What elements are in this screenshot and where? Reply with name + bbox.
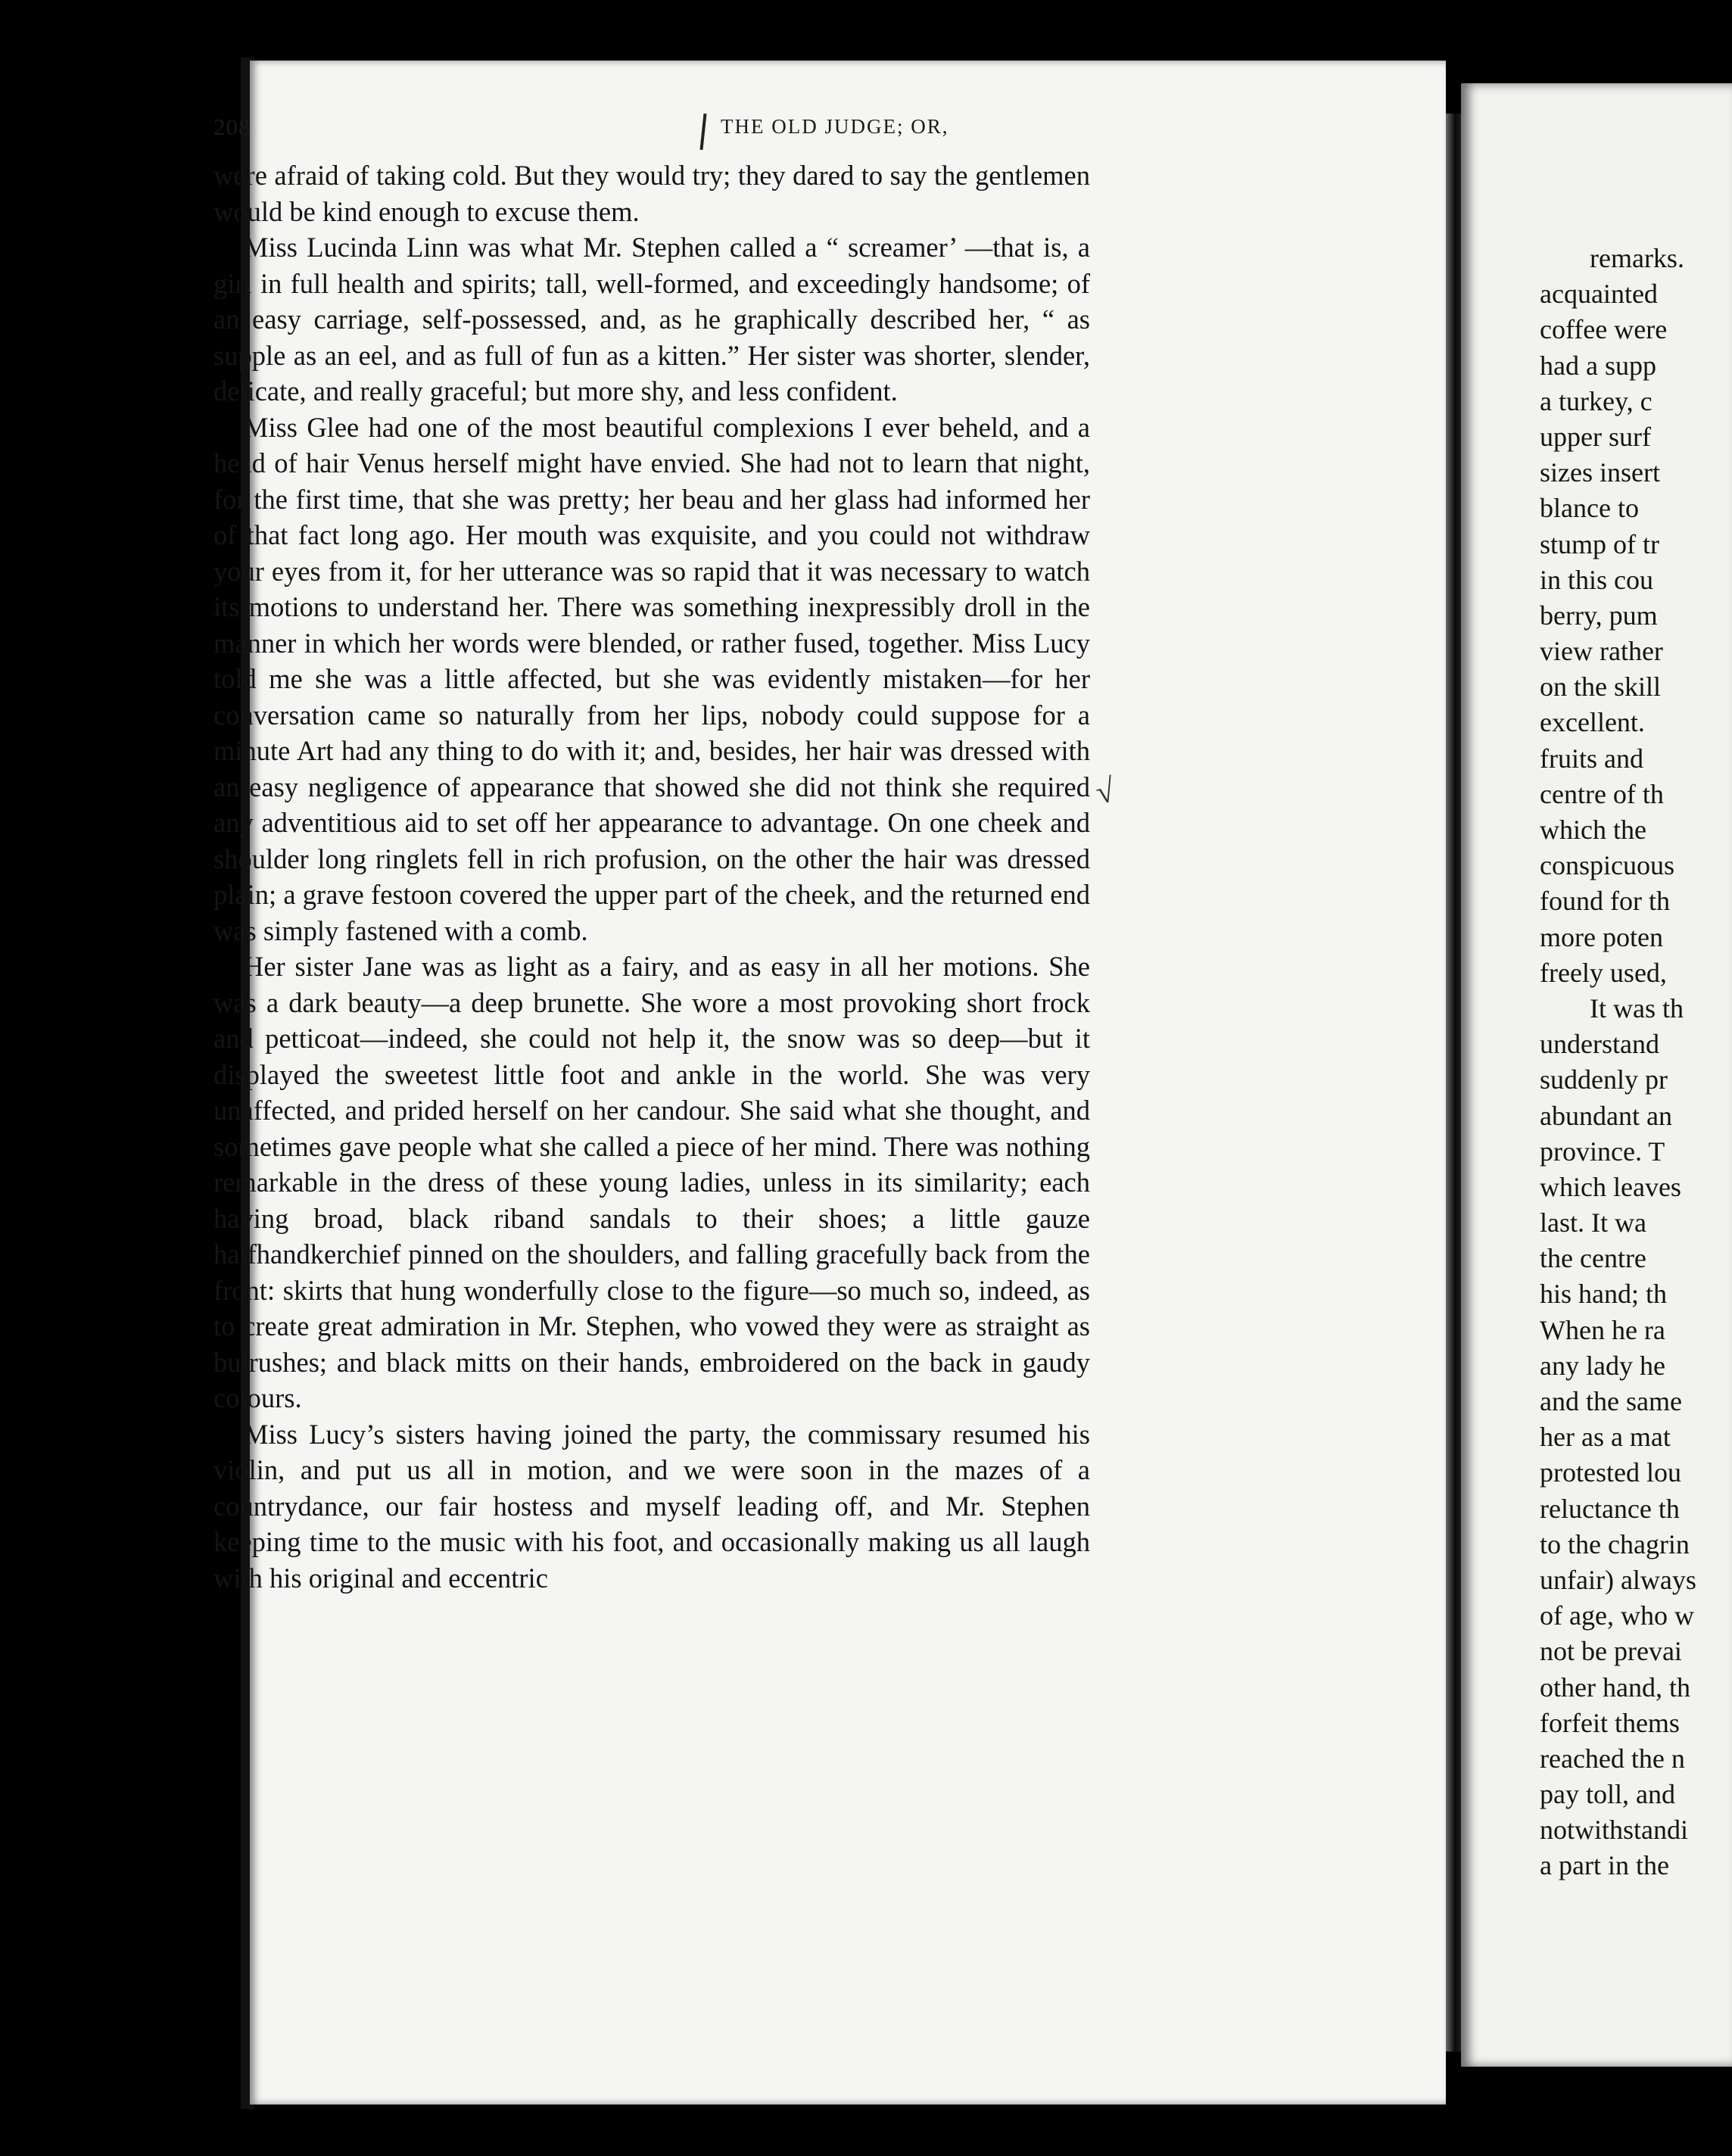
facing-page-line: protested lou <box>1540 1457 1681 1488</box>
facing-page-line: more poten <box>1540 921 1663 952</box>
facing-page-line: not be prevai <box>1540 1636 1682 1667</box>
facing-page-line: found for th <box>1540 886 1670 917</box>
facing-page-line: reached the n <box>1540 1743 1685 1774</box>
facing-page-line: had a supp <box>1540 350 1656 381</box>
running-title: THE OLD JUDGE; OR, <box>721 115 949 138</box>
facing-page-line: unfair) always <box>1540 1564 1696 1595</box>
paragraph-2: Miss Lucinda Linn was what Mr. Stephen called a “ screamer’ —that is, a girl in full health and spirits; tall, well-formed, and exceedingly handsome; of an easy carriage, self-possessed, and, as he graphically described her, “ as supple as an eel, and as full of fun as a kitten.” Her sister was shorter, slender, delicate, and really graceful; but more shy, and less confident. <box>213 232 1090 407</box>
facing-page-text <box>1540 241 1732 1884</box>
facing-page-line: excellent. <box>1540 707 1645 738</box>
facing-page-line: other hand, th <box>1540 1672 1690 1703</box>
paragraph-1: were afraid of taking cold. But they would try; they dared to say the gentlemen would be kind enough to excuse them. <box>213 160 1090 227</box>
facing-page-line: in this cou <box>1540 564 1653 595</box>
facing-page-line: her as a mat <box>1540 1422 1671 1453</box>
facing-page-line: understand <box>1540 1029 1659 1060</box>
paragraph-5: Miss Lucy’s sisters having joined the party, the commissary resumed his violin, and put us all in motion, and we were soon in the mazes of a countrydance, our fair hostess and myself leading off, and Mr. Stephen keeping time to the music with his foot, and occasionally making us all laugh with his original and eccentric <box>213 1418 1090 1594</box>
facing-page-line: forfeit thems <box>1540 1707 1680 1738</box>
left-page-body <box>213 157 1090 1596</box>
facing-page-line: and the same <box>1540 1386 1682 1416</box>
facing-page-line: the centre <box>1540 1243 1646 1274</box>
paragraph-4: Her sister Jane was as light as a fairy, and as easy in all her motions. She was a dark beauty—a deep brunette. She wore a most provoking short frock and petticoat—indeed, she could not help it, the snow was so deep—but it displayed the sweetest little foot and ankle in the world. She was very unaffected, and prided herself on her candour. She said what she thought, and sometimes gave people what she called a piece of her mind. There was nothing remarkable in the dress of these young ladies, unless in its similarity; each having broad, black riband sandals to their shoes; a little gauze halfhandkerchief pinned on the shoulders, and falling gracefully back from the front: skirts that hung wonderfully close to the figure—so much so, indeed, as to create great admiration in Mr. Stephen, who vowed they were as straight as bulrushes; and black mitts on their hands, embroidered on the back in gaudy colours. <box>213 951 1090 1413</box>
facing-page-line: a turkey, c <box>1540 385 1653 416</box>
facing-page-line: to the chagrin <box>1540 1528 1690 1559</box>
facing-page-line: notwithstandi <box>1540 1815 1688 1846</box>
page-number: 208 <box>213 114 251 140</box>
facing-page-line: abundant an <box>1540 1100 1672 1131</box>
facing-page-line: on the skill <box>1540 671 1661 703</box>
facing-page-line: acquainted <box>1540 279 1658 310</box>
facing-page-line: remarks. <box>1590 243 1684 273</box>
facing-page-line: blance to <box>1540 493 1639 524</box>
facing-page-line: his hand; th <box>1540 1279 1667 1310</box>
facing-page-line: upper surf <box>1540 421 1651 452</box>
book-gutter <box>1446 114 1461 2052</box>
facing-page-line: which the <box>1540 815 1646 845</box>
margin-check-mark: √ <box>1092 771 1118 812</box>
facing-page-line: which leaves <box>1540 1171 1681 1202</box>
facing-page-line: stump of tr <box>1540 528 1659 559</box>
facing-page-line: view rather <box>1540 636 1663 667</box>
facing-page-line: It was th <box>1590 992 1684 1023</box>
facing-page-line: freely used, <box>1540 957 1667 988</box>
facing-page-line: last. It wa <box>1540 1207 1646 1238</box>
facing-page-line: any lady he <box>1540 1350 1665 1381</box>
facing-page-line: pay toll, and <box>1540 1779 1675 1810</box>
facing-page-line: of age, who w <box>1540 1600 1694 1631</box>
facing-page-line: coffee were <box>1540 314 1668 345</box>
facing-page-line: province. T <box>1540 1136 1665 1167</box>
facing-page-line: reluctance th <box>1540 1493 1680 1524</box>
facing-page-line: When he ra <box>1540 1314 1665 1345</box>
facing-page-line: suddenly pr <box>1540 1064 1668 1095</box>
facing-page-line: a part in the <box>1540 1850 1669 1881</box>
facing-page-line: sizes insert <box>1540 457 1660 488</box>
facing-page-line: berry, pum <box>1540 600 1658 631</box>
facing-page-line: conspicuous <box>1540 850 1674 881</box>
facing-page-line: fruits and <box>1540 743 1643 774</box>
facing-page-line: centre of th <box>1540 778 1664 809</box>
paragraph-3: Miss Glee had one of the most beautiful complexions I ever beheld, and a head of hair Venus herself might have envied. She had not to learn that night, for the first time, that she was pretty; her beau and her glass had informed her of that fact long ago. Her mouth was exquisite, and you could not withdraw your eyes from it, for her utterance was so rapid that it was necessary to watch its motions to understand her. There was something inexpressibly droll in the manner in which her words were blended, or rather fused, together. Miss Lucy told me she was a little affected, but she was evidently mistaken—for her conversation came so naturally from her lips, nobody could suppose for a minute Art had any thing to do with it; and, besides, her hair was dressed with an easy negligence of appearance that showed she did not think she required any adventitious aid to set off her appearance to advantage. On one cheek and shoulder long ringlets fell in rich profusion, on the other the hair was dressed plain; a grave festoon covered the upper part of the cheek, and the returned end was simply fastened with a comb. <box>213 411 1090 946</box>
